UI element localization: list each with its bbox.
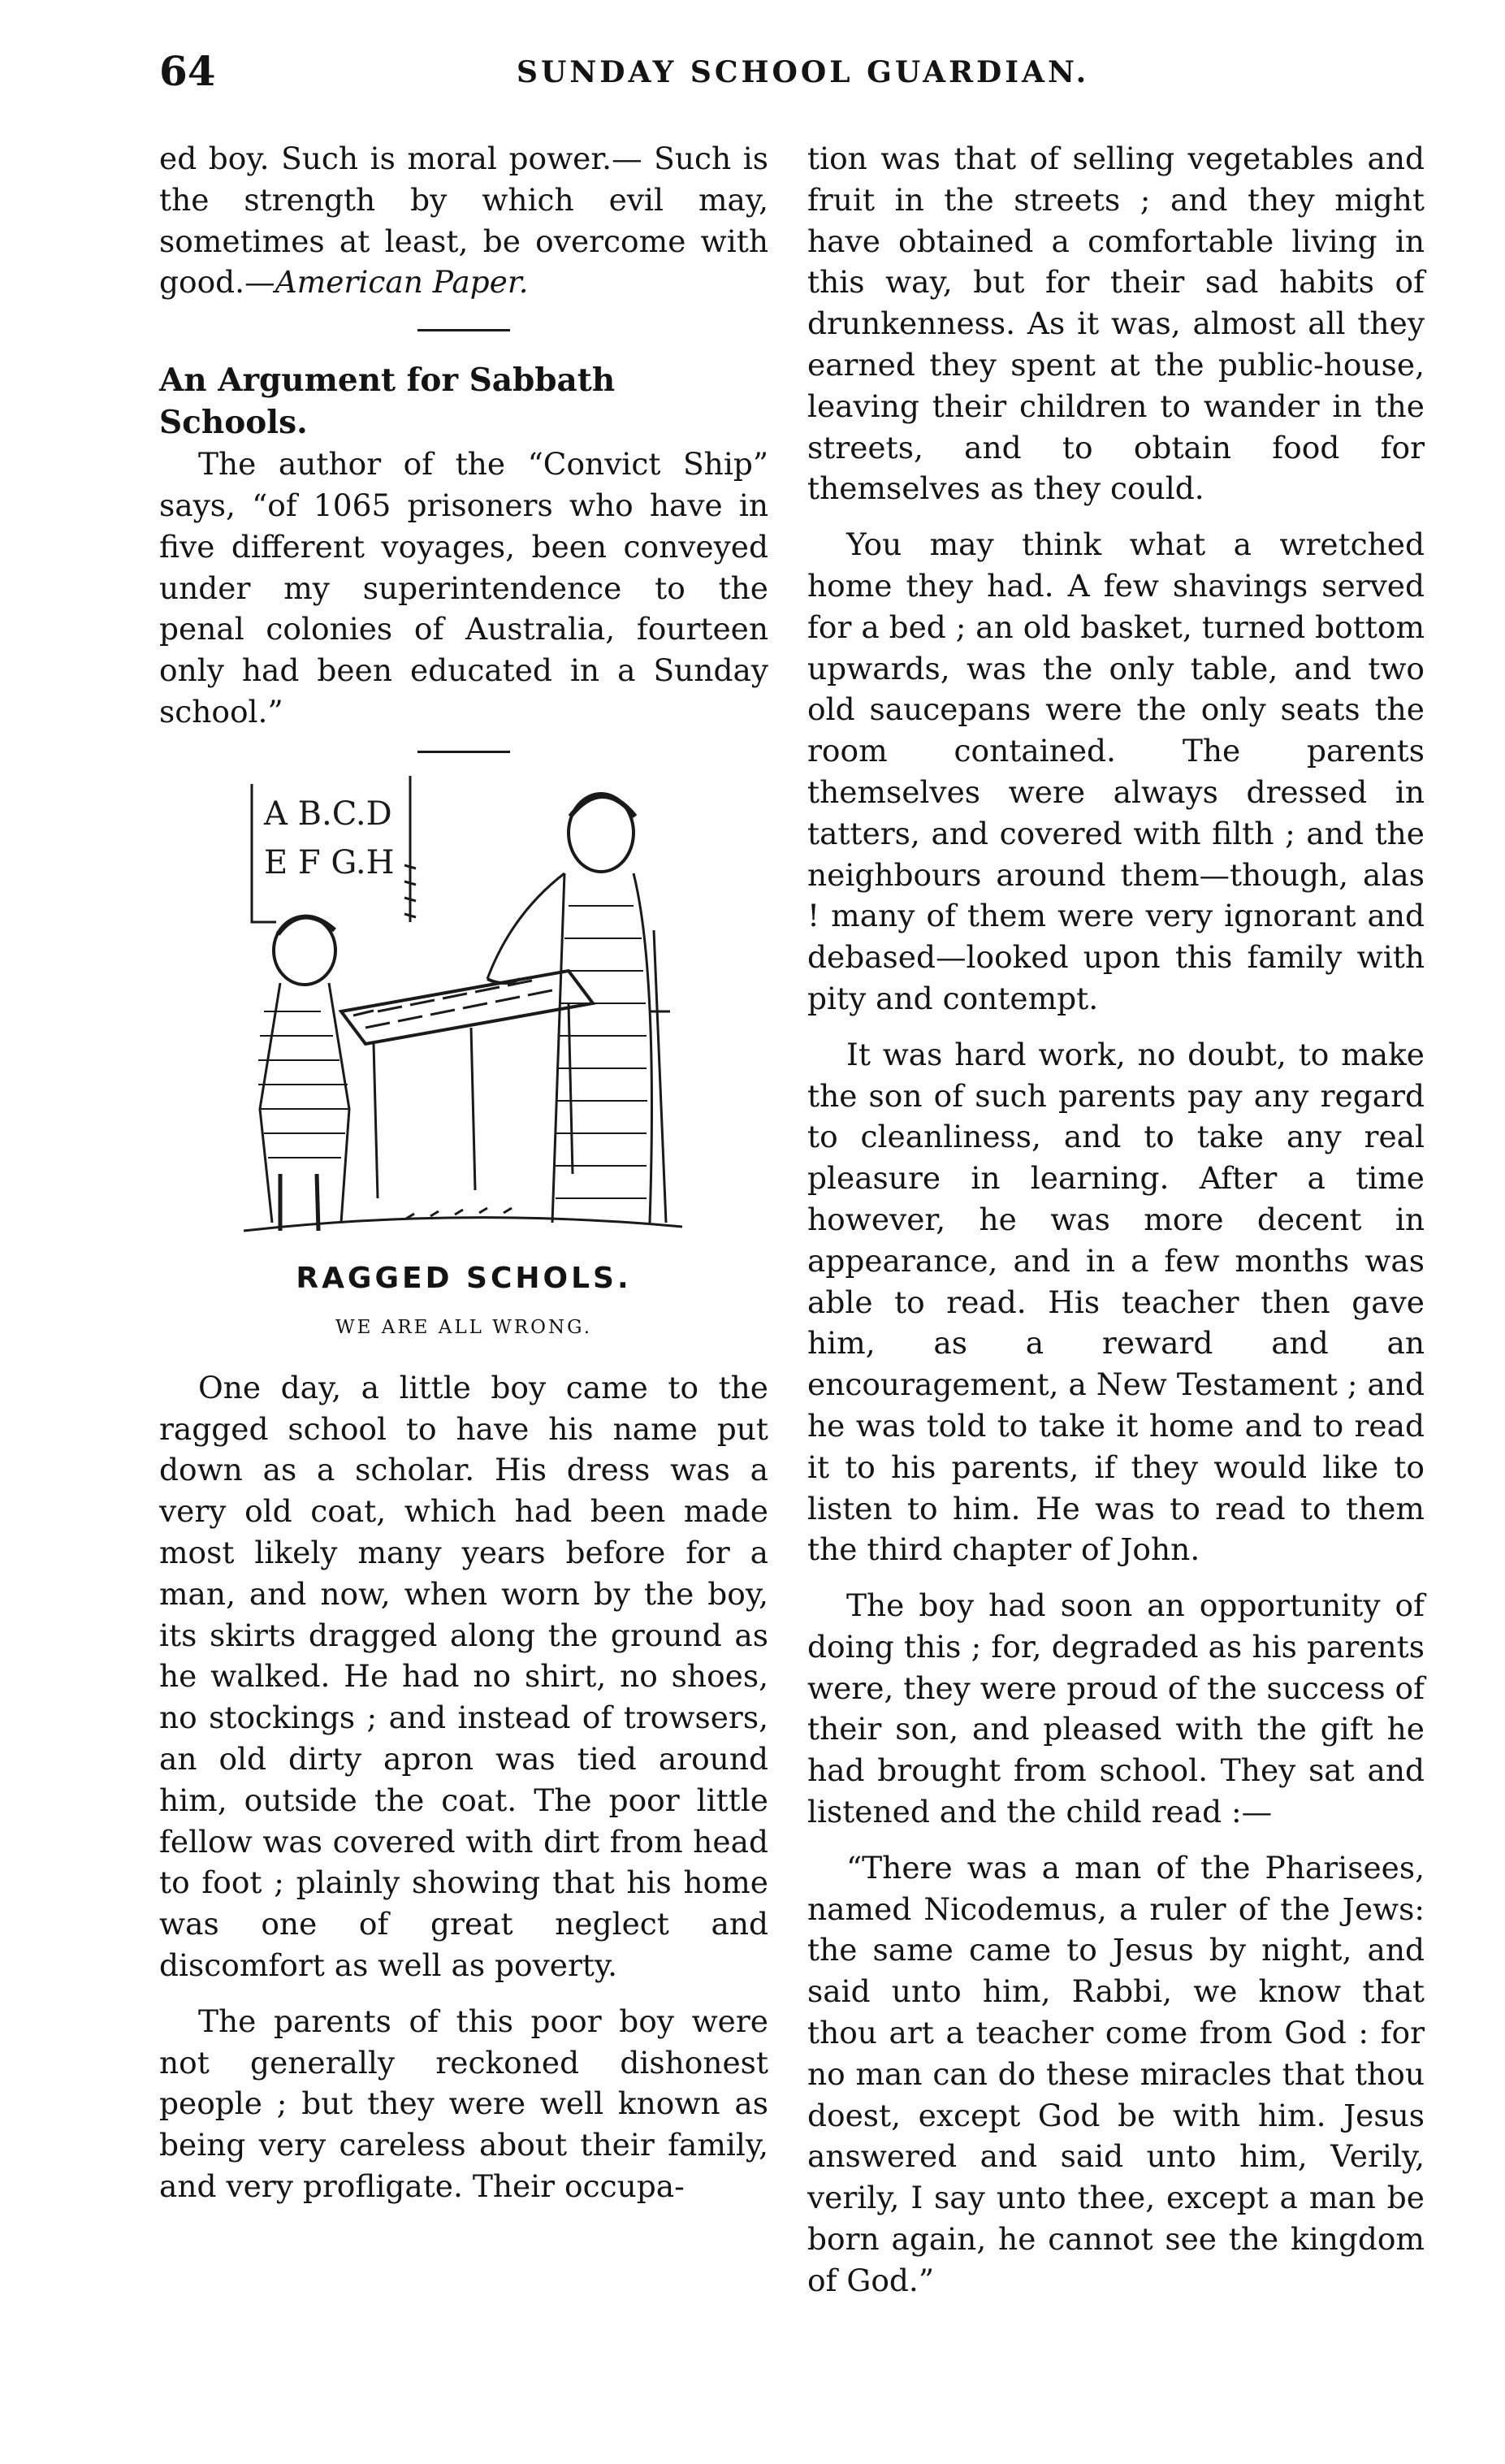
opening-text: ed boy. Such is moral power.— Such is the strength by which evil may, sometimes at least, be overcome with good.—: [159, 141, 768, 301]
story-paragraph-5: The boy had soon an opportunity of doing this ; for, degraded as his parents were, they were proud of the success of their son, and pleased with the gift he had brought from school. They sat and listened and the child read :—: [807, 1587, 1425, 1830]
story-paragraph-3: You may think what a wretched home they had. A few shavings served for a bed ; an old basket, turned bottom upwards, was the only table, and two old saucepans were the only seats the room contained. The parents themselves were always dressed in tatters, and covered with filth ; and the neighbours around them—though, alas ! many of them were very ignorant and debased—looked upon this family with pity and contempt.: [807, 526, 1425, 1016]
page-header: [159, 47, 1426, 96]
story-paragraph-1: One day, a little boy came to the ragged school to have his name put down as a scholar. His dress was a very old coat, which had been made most likely many years before for a man, and now, when worn by the boy, its skirts dragged along the ground as he walked. He had no shirt, no shoes, no stockings ; and instead of trowsers, an old dirty apron was tied around him, outside the coat. The poor little fellow was covered with dirt from head to foot ; plainly showing that his home was one of great neglect and discomfort as well as poverty.: [159, 1369, 768, 1983]
illustration-caption: RAGGED SCHOLS.: [296, 1261, 632, 1295]
argument-paragraph: The author of the “Convict Ship” says, “of 1065 prisoners who have in five different voyages, been conveyed under my superintendence to the penal colonies of Australia, fourteen only had been educated in a Sunday school.”: [159, 446, 768, 730]
woodcut-teacher-and-boy-icon: [244, 768, 682, 1239]
story-paragraph-2-continued: tion was that of selling vegetables and fruit in the streets ; and they might have obtained a comfortable living in this way, but for their sad habits of drunkenness. As it was, almost all they earned they spent at the public-house, leaving their children to wander in the streets, and to obtain food for themselves as they could.: [807, 141, 1425, 507]
section-divider: [417, 329, 510, 331]
page-number: 64: [159, 47, 216, 95]
chalkboard-line-1: A B.C.D: [264, 795, 392, 833]
right-column: [807, 138, 1425, 2302]
scripture-quotation: “There was a man of the Pharisees, named Nicodemus, a ruler of the Jews: the same came to Jesus by night, and said unto him, Rabbi, we know that thou art a teacher come from God : for no man can do these miracles that thou doest, except God be with him. Jesus answered and said unto him, Verily, verily, I say unto thee, except a man be born again, he cannot see the kingdom of God.”: [807, 1849, 1425, 2298]
running-title: SUNDAY SCHOOL GUARDIAN.: [517, 55, 1090, 89]
left-column: [159, 138, 768, 2207]
story-paragraph-4: It was hard work, no doubt, to make the son of such parents pay any regard to cleanliness, and to take any real pleasure in learning. After a time however, he was more decent in appearance, and in a few months was able to read. His teacher then gave him, as a reward and an encouragement, a New Testament ; and he was told to take it home and to read it to his parents, if they would like to listen to him. He was to read to them the third chapter of John.: [807, 1036, 1425, 1568]
woodcut-illustration: [244, 768, 682, 1239]
section-divider: [417, 751, 510, 753]
section-heading: An Argument for Sabbath Schools.: [159, 362, 616, 442]
illustration-subcaption: WE ARE ALL WRONG.: [335, 1316, 593, 1338]
chalkboard-line-2: E F G.H: [264, 843, 395, 881]
opening-source: American Paper.: [275, 264, 529, 301]
story-paragraph-2: The parents of this poor boy were not generally reckoned dishonest people ; but they were well known as being very careless about their family, and very profligate. Their occupa-: [159, 2003, 768, 2204]
opening-paragraph: [159, 138, 768, 303]
